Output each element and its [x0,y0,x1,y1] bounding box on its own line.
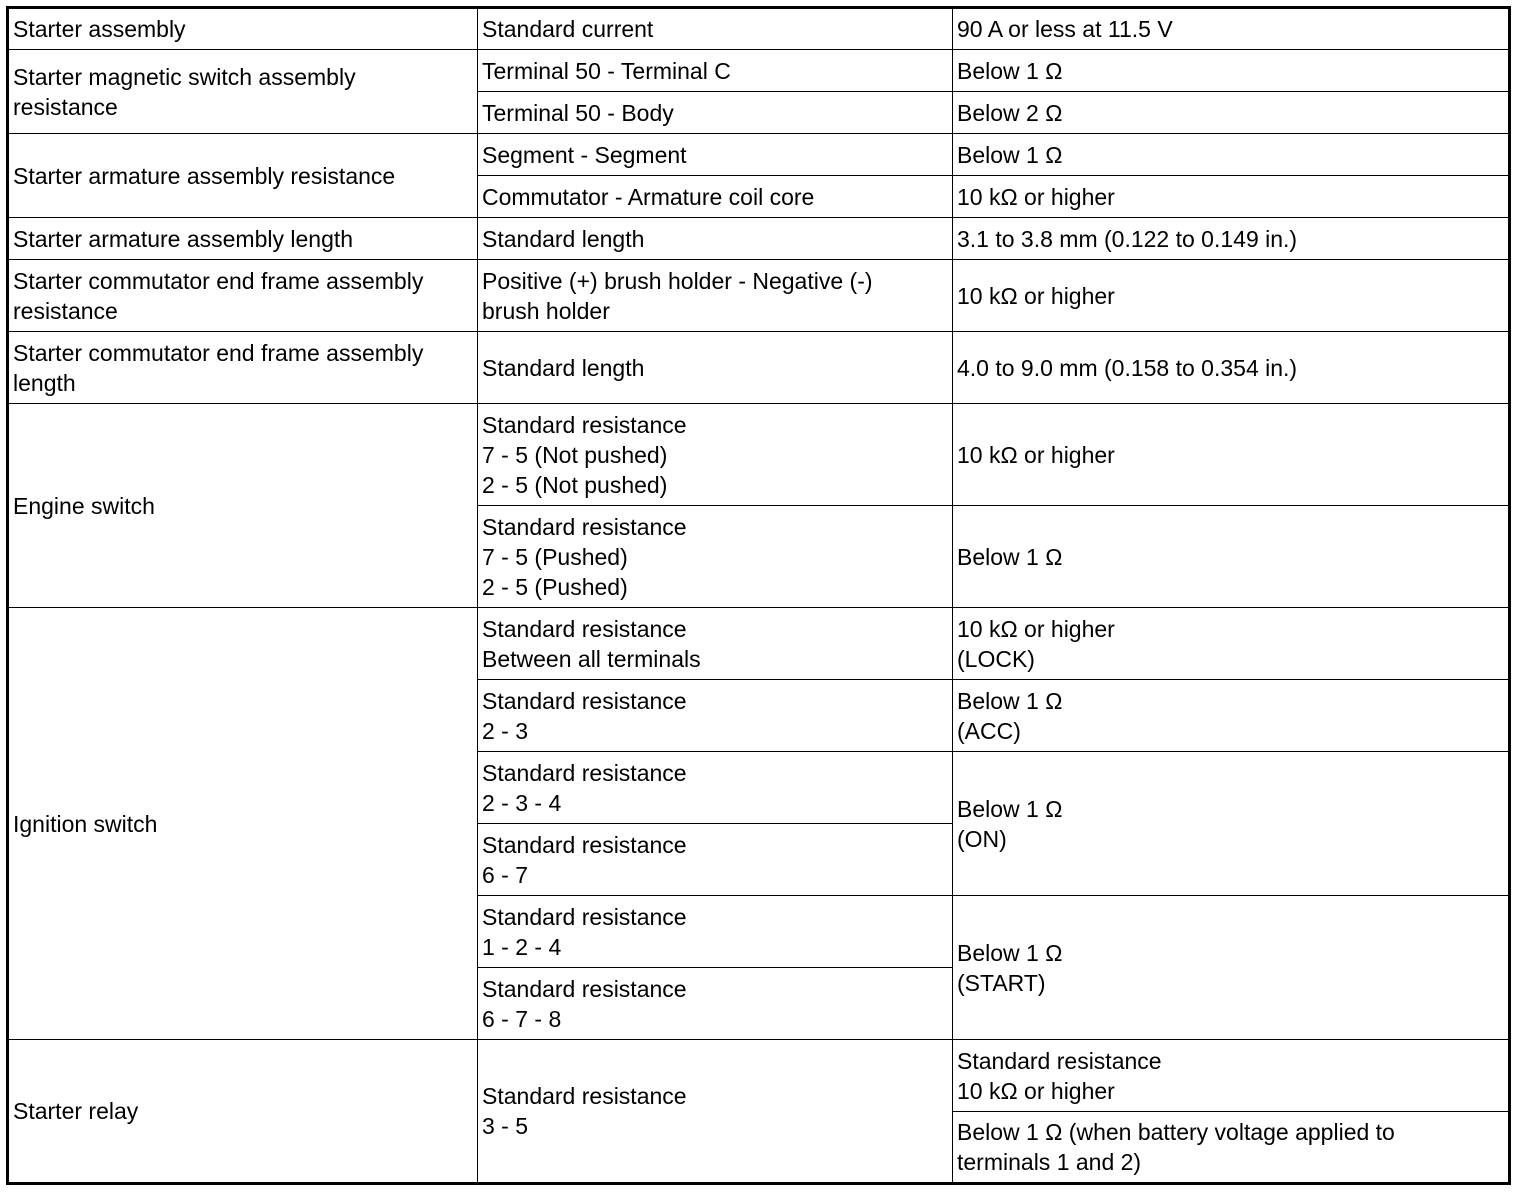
table-row [8,332,1510,404]
spec-cell: 3.1 to 3.8 mm (0.122 to 0.149 in.) [953,218,1510,260]
condition-cell: Standard resistance 7 - 5 (Not pushed) 2 - 5 (Not pushed) [478,404,953,506]
item-cell: Starter commutator end frame assembly length [8,332,478,404]
spec-cell: Below 1 Ω (ACC) [953,680,1510,752]
condition-cell: Standard resistance 3 - 5 [478,1040,953,1184]
spec-cell: 10 kΩ or higher [953,260,1510,332]
spec-cell: 90 A or less at 11.5 V [953,8,1510,50]
condition-cell: Commutator - Armature coil core [478,176,953,218]
spec-cell: Below 1 Ω (START) [953,896,1510,1040]
table-row [8,608,1510,680]
condition-cell: Positive (+) brush holder - Negative (-) brush holder [478,260,953,332]
condition-cell: Standard resistance 6 - 7 [478,824,953,896]
table-row [8,218,1510,260]
spec-table-wrapper [6,6,1511,1185]
condition-cell: Standard resistance 2 - 3 - 4 [478,752,953,824]
item-cell: Engine switch [8,404,478,608]
condition-cell: Terminal 50 - Body [478,92,953,134]
spec-cell: Below 1 Ω (ON) [953,752,1510,896]
condition-cell: Standard length [478,218,953,260]
spec-cell: 10 kΩ or higher [953,404,1510,506]
table-row [8,8,1510,50]
condition-cell: Standard length [478,332,953,404]
item-cell: Starter armature assembly resistance [8,134,478,218]
condition-cell: Segment - Segment [478,134,953,176]
table-row [8,134,1510,176]
spec-cell: Below 1 Ω [953,506,1510,608]
item-cell: Starter armature assembly length [8,218,478,260]
spec-cell: Below 1 Ω [953,134,1510,176]
spec-cell: Standard resistance 10 kΩ or higher [953,1040,1510,1112]
spec-cell: 4.0 to 9.0 mm (0.158 to 0.354 in.) [953,332,1510,404]
table-row [8,1040,1510,1112]
item-cell: Starter magnetic switch assembly resistance [8,50,478,134]
spec-cell: Below 1 Ω [953,50,1510,92]
item-cell: Starter relay [8,1040,478,1184]
spec-cell: 10 kΩ or higher (LOCK) [953,608,1510,680]
spec-cell: 10 kΩ or higher [953,176,1510,218]
condition-cell: Standard resistance 2 - 3 [478,680,953,752]
item-cell: Ignition switch [8,608,478,1040]
specification-table [6,6,1511,1185]
spec-cell: Below 2 Ω [953,92,1510,134]
table-row [8,404,1510,506]
spec-cell: Below 1 Ω (when battery voltage applied to terminals 1 and 2) [953,1112,1510,1184]
condition-cell: Terminal 50 - Terminal C [478,50,953,92]
condition-cell: Standard resistance Between all terminals [478,608,953,680]
table-row [8,260,1510,332]
condition-cell: Standard resistance 7 - 5 (Pushed) 2 - 5 (Pushed) [478,506,953,608]
condition-cell: Standard resistance 1 - 2 - 4 [478,896,953,968]
item-cell: Starter assembly [8,8,478,50]
item-cell: Starter commutator end frame assembly resistance [8,260,478,332]
table-row [8,50,1510,92]
condition-cell: Standard current [478,8,953,50]
condition-cell: Standard resistance 6 - 7 - 8 [478,968,953,1040]
